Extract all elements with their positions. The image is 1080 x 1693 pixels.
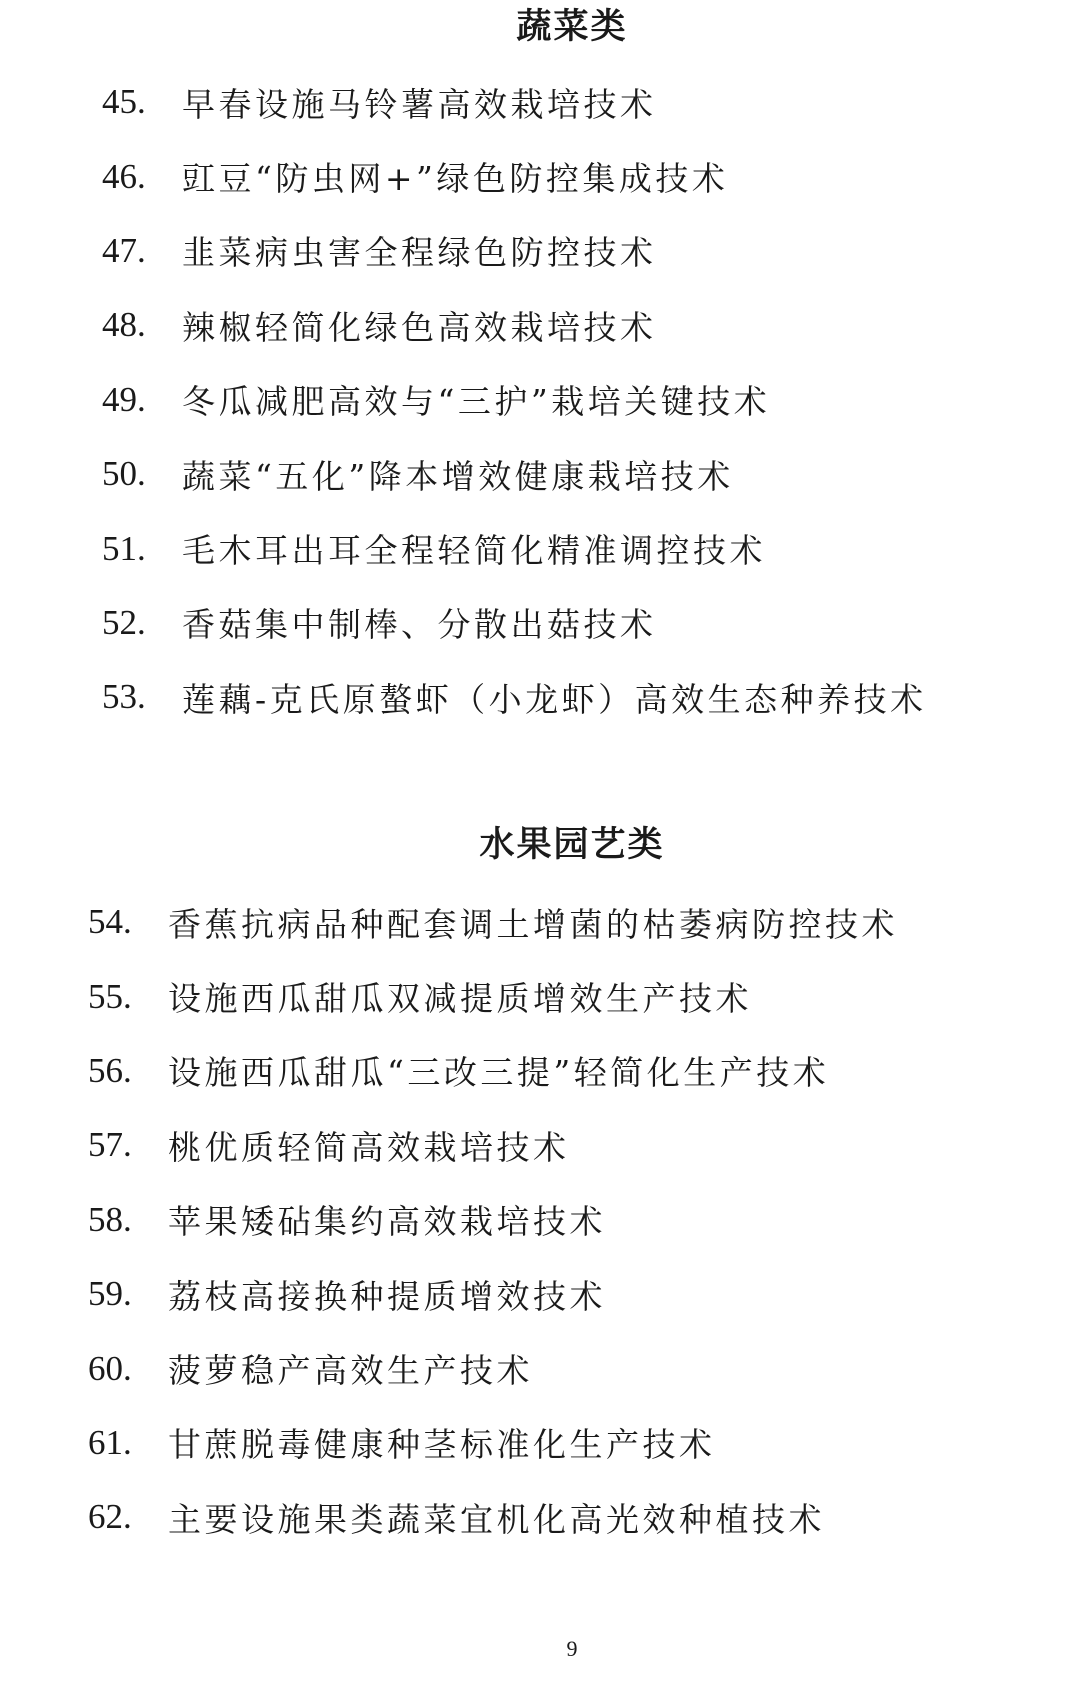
item-text: 香蕉抗病品种配套调土增菌的枯萎病防控技术 — [168, 904, 898, 944]
item-text: 设施西瓜甜瓜“三改三提”轻简化生产技术 — [168, 1053, 830, 1093]
item-number: 54. — [88, 902, 132, 942]
item-number: 59. — [88, 1274, 132, 1314]
fruit-horticulture-list — [88, 885, 898, 1555]
item-text: 毛木耳出耳全程轻简化精准调控技术 — [182, 531, 766, 571]
item-text: 主要设施果类蔬菜宜机化高光效种植技术 — [168, 1499, 825, 1539]
item-number: 46. — [102, 156, 146, 196]
list-item — [88, 885, 898, 959]
item-text: 荔枝高接换种提质增效技术 — [168, 1276, 606, 1316]
item-number: 50. — [102, 454, 146, 494]
item-text: 早春设施马铃薯高效栽培技术 — [182, 84, 657, 124]
item-text: 蔬菜“五化”降本增效健康栽培技术 — [182, 456, 734, 496]
item-text: 设施西瓜甜瓜双减提质增效生产技术 — [168, 979, 752, 1019]
item-number: 51. — [102, 528, 146, 568]
item-text: 甘蔗脱毒健康种茎标准化生产技术 — [168, 1425, 716, 1465]
item-text: 莲藕-克氏原螯虾（小龙虾）高效生态种养技术 — [182, 679, 927, 719]
list-item — [102, 214, 927, 288]
list-item — [88, 1406, 898, 1480]
list-item — [102, 139, 927, 213]
section-title-fruit-horticulture: 水果园艺类 — [479, 825, 665, 865]
list-item — [88, 959, 898, 1033]
list-item — [88, 1257, 898, 1331]
item-number: 57. — [88, 1125, 132, 1165]
item-text: 苹果矮砧集约高效栽培技术 — [168, 1202, 606, 1242]
list-item — [88, 1034, 898, 1108]
list-item — [102, 288, 927, 362]
list-item — [102, 437, 927, 511]
item-number: 48. — [102, 305, 146, 345]
item-number: 56. — [88, 1050, 132, 1090]
list-item — [102, 65, 927, 139]
vegetables-list — [102, 65, 927, 735]
item-number: 60. — [88, 1348, 132, 1388]
item-text: 桃优质轻简高效栽培技术 — [168, 1127, 570, 1167]
item-number: 49. — [102, 379, 146, 419]
item-number: 53. — [102, 677, 146, 717]
item-number: 61. — [88, 1422, 132, 1462]
list-item — [88, 1108, 898, 1182]
item-text: 韭菜病虫害全程绿色防控技术 — [182, 233, 657, 273]
item-number: 62. — [88, 1497, 132, 1537]
item-number: 52. — [102, 602, 146, 642]
item-number: 58. — [88, 1199, 132, 1239]
page-number: 9 — [566, 1636, 578, 1661]
list-item — [88, 1480, 898, 1554]
item-text: 豇豆“防虫网+”绿色防控集成技术 — [182, 159, 729, 199]
item-text: 菠萝稳产高效生产技术 — [168, 1351, 533, 1391]
item-text: 冬瓜减肥高效与“三护”栽培关键技术 — [182, 382, 771, 422]
item-text: 辣椒轻简化绿色高效栽培技术 — [182, 307, 657, 347]
list-item — [102, 363, 927, 437]
item-number: 45. — [102, 82, 146, 122]
item-number: 47. — [102, 230, 146, 270]
list-item — [102, 660, 927, 734]
list-item — [88, 1183, 898, 1257]
list-item — [102, 511, 927, 585]
item-number: 55. — [88, 976, 132, 1016]
list-item — [88, 1331, 898, 1405]
item-text: 香菇集中制棒、分散出菇技术 — [182, 605, 657, 645]
list-item — [102, 586, 927, 660]
section-title-vegetables: 蔬菜类 — [516, 7, 628, 47]
